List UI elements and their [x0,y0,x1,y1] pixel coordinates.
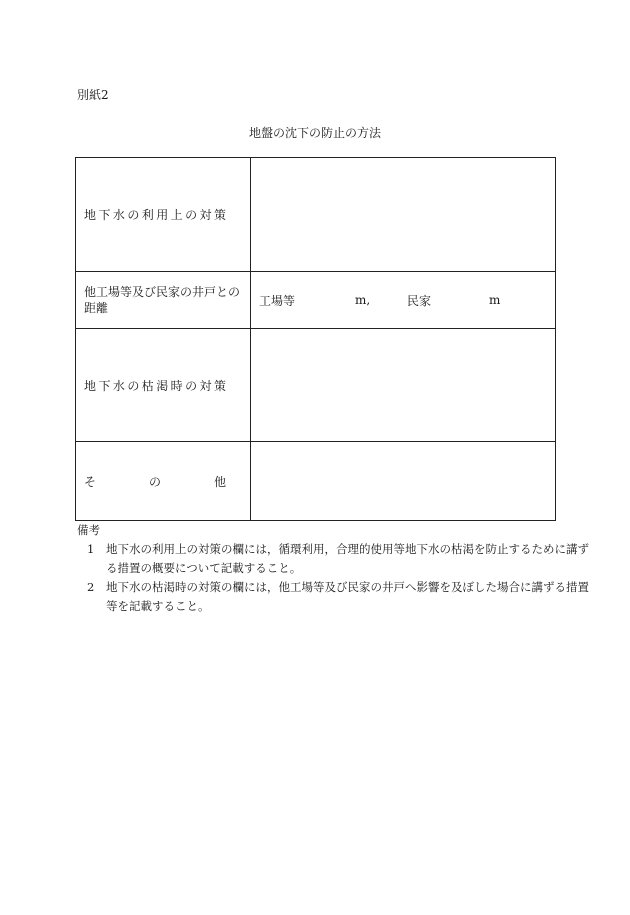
heading-char: 上 [170,208,183,222]
heading-char: 下 [98,378,111,393]
heading-char: 地 [84,208,97,222]
groundwater-use-measures-field[interactable] [251,158,556,272]
note-item [77,540,591,578]
heading-char: 地 [84,378,97,393]
row-heading-groundwater-use [76,158,251,272]
heading-char: 渇 [156,378,169,393]
house-label: 民家 [407,293,432,308]
notes-heading: 備考 [77,523,100,537]
heading-char: の [127,208,140,222]
heading-char: 対 [199,208,212,222]
attachment-label: 別紙2 [77,88,109,102]
heading-char: 策 [213,378,226,393]
heading-char: 他 [213,474,226,489]
document-title: 地盤の沈下の防止の方法 [248,126,381,140]
note-text: 地下水の枯渇時の対策の欄には，他工場等及び民家の井戸へ影響を及ぼした場合に講ずる措置等を記載すること。 [106,580,589,613]
row-heading-well-distance [76,272,251,329]
house-distance-unit: m [489,293,501,307]
note-number: 2 [87,580,95,594]
well-distance-field [251,272,556,329]
heading-char: の [185,208,198,222]
heading-char: 水 [112,208,125,222]
heading-char: 水 [112,378,125,393]
note-item [77,578,591,616]
heading-char: 時 [170,378,183,393]
note-text: 地下水の利用上の対策の欄には，循環利用，合理的使用等地下水の枯渇を防止するために講ずる措置の概要について記載すること。 [106,542,589,575]
factory-distance-unit: m, [355,293,371,307]
heading-char: の [127,378,140,393]
heading-char: 用 [156,208,169,222]
heading-char: 策 [213,208,226,222]
heading-char: そ [84,474,97,489]
heading-char: の [148,474,161,489]
table-row [76,272,556,329]
table-row [76,442,556,521]
other-field[interactable] [251,442,556,521]
factory-label: 工場等 [259,293,296,308]
heading-char: 下 [98,208,111,222]
row-heading-other [76,442,251,521]
notes-section [77,521,591,616]
well-distance-heading: 他工場等及び民家の井戸との距離 [84,285,241,315]
table-row [76,158,556,272]
heading-char: 対 [199,378,212,393]
heading-char: の [185,378,198,393]
table-row [76,329,556,442]
note-number: 1 [87,542,95,556]
heading-char: 利 [141,208,154,222]
heading-char: 枯 [141,378,154,393]
row-heading-groundwater-depletion [76,329,251,442]
form-table [75,157,556,521]
groundwater-depletion-measures-field[interactable] [251,329,556,442]
